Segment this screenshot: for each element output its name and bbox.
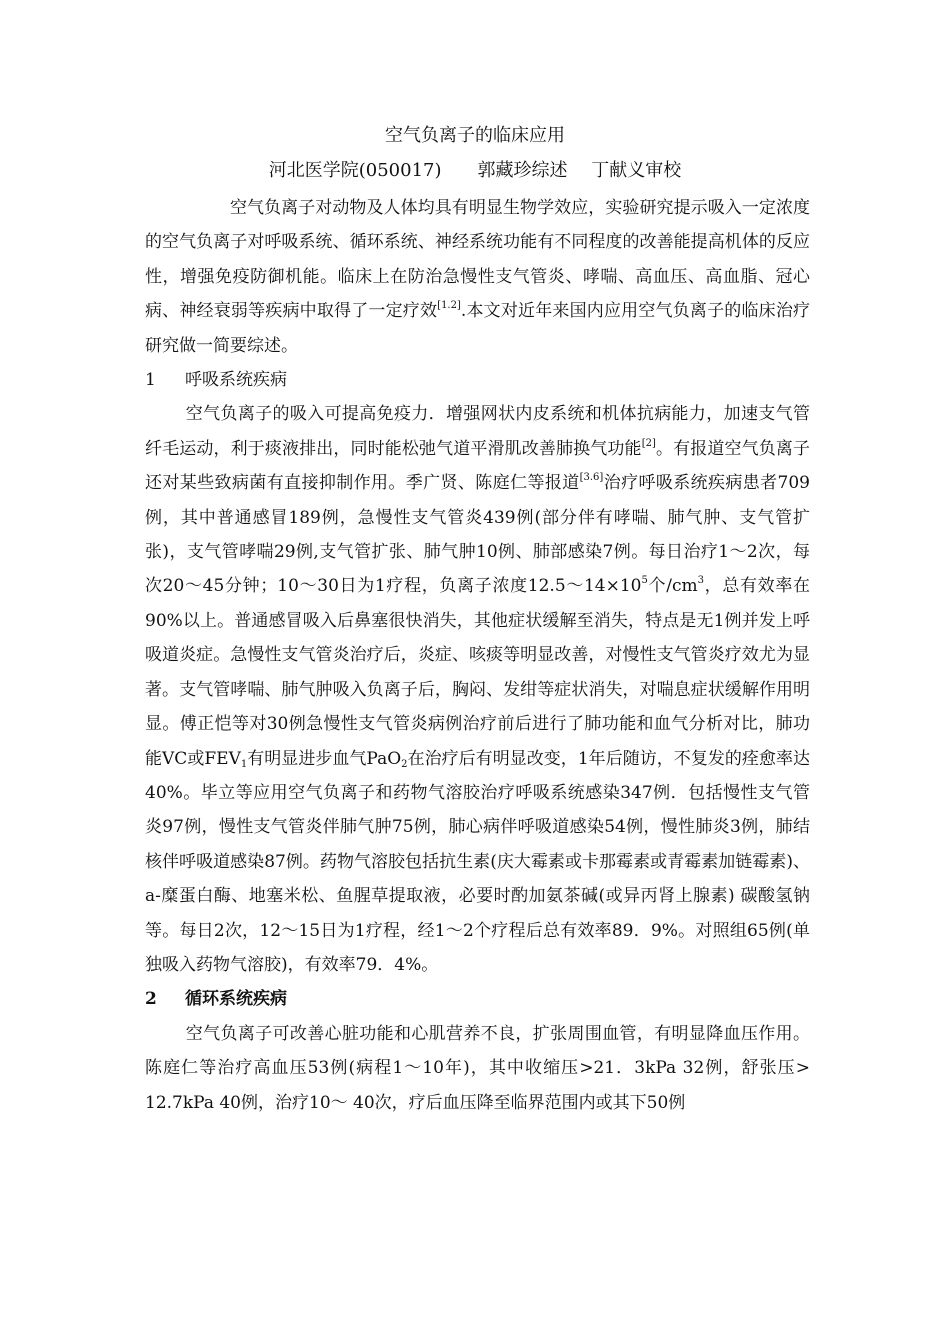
respiratory-paragraph: 空气负离子的吸入可提高免疫力．增强网状内皮系统和机体抗病能力，加速支气管纤毛运动，利于痰液排出，同时能松弛气道平滑肌改善肺换气功能[2]。有报道空气负离子还对某些致病菌有直接抑制作用。季广贤、陈庭仁等报道[3.6]治疗呼吸系统疾病患者709例，其中普通感冒189例，急慢性支气管炎439例(部分伴有哮喘、肺气肿、支气管扩张)，支气管哮喘29例,支气管扩张、肺气肿10例、肺部感染7例。每日治疗1～2次，每次20～45分钟；10～30日为1疗程，负离子浓度$12.5\sim 14\times 10^5$个$/cm^3$，总有效率在90%以上。普通感冒吸入后鼻塞很快消失，其他症状缓解至消失，特点是无1例并发上呼吸道炎症。急慢性支气管炎治疗后，炎症、咳痰等明显改善，对慢性支气管炎疗效尤为显著。支气管哮喘、肺气肿吸入负离子后，胸闷、发绀等症状消失，对喘息症状缓解作用明显。傅正恺等对30例急慢性支气管炎病例治疗前后进行了肺功能和血气分析对比，肺功能VC或$FEV_1$有明显进步血气PaO$_2$在治疗后有明显改变，1年后随访，不复发的痊愈率达40%。毕立等应用空气负离子和药物气溶胶治疗呼吸系统感染347例．包括慢性支气管炎97例，慢性支气管炎伴肺气肿75例，肺心病伴呼吸道感染54例，慢性肺炎3例，肺结核伴呼吸道感染87例。药物气溶胶包括抗生素(庆大霉素或卡那霉素或青霉素加链霉素)、a-糜蛋白酶、地塞米松、鱼腥草提取液，必要时酌加氨茶碱(或异丙肾上腺素) 碳酸氢钠等。每日2次，12～15日为1疗程，经1～2个疗程后总有效率89．9%。对照组65例(单独吸入药物气溶胶)，有效率79．4%。 [145, 404, 811, 975]
citation-ref: [1.2] [437, 300, 461, 312]
subscript: 2 [401, 758, 408, 770]
superscript: 3 [697, 575, 704, 587]
subscript: 1 [240, 758, 248, 770]
section-heading-respiratory: 1 呼吸系统疾病 [145, 370, 287, 391]
article-body [145, 191, 810, 1120]
author-byline: 河北医学院(050017) 郭藏珍综述 丁献义审校 [268, 160, 682, 181]
citation-ref: [3.6] [579, 472, 604, 484]
superscript: 5 [641, 575, 648, 587]
citation-ref: [2] [641, 437, 656, 449]
section-heading-circulatory: 2 循环系统疾病 [145, 989, 287, 1010]
intro-paragraph: 空气负离子对动物及人体均具有明显生物学效应，实验研究提示吸入一定浓度的空气负离子对呼吸系统、循环系统、神经系统功能有不同程度的改善能提高机体的反应性，增强免疫防御机能。临床上在防治急慢性支气管炎、哮喘、高血压、高血脂、冠心病、神经衰弱等疾病中取得了一定疗效[1.2].本文对近年来国内应用空气负离子的临床治疗研究做一简要综述。 [145, 198, 811, 356]
page-title: 空气负离子的临床应用 [385, 125, 565, 146]
circulatory-paragraph: 空气负离子可改善心脏功能和心肌营养不良，扩张周围血管，有明显降血压作用。陈庭仁等治疗高血压53例(病程1～10年)，其中收缩压>21．3kPa 32例，舒张压> 12.7kPa 40例，治疗10～ 40次，疗后血压降至临界范围内或其下50例 [145, 1023, 810, 1113]
